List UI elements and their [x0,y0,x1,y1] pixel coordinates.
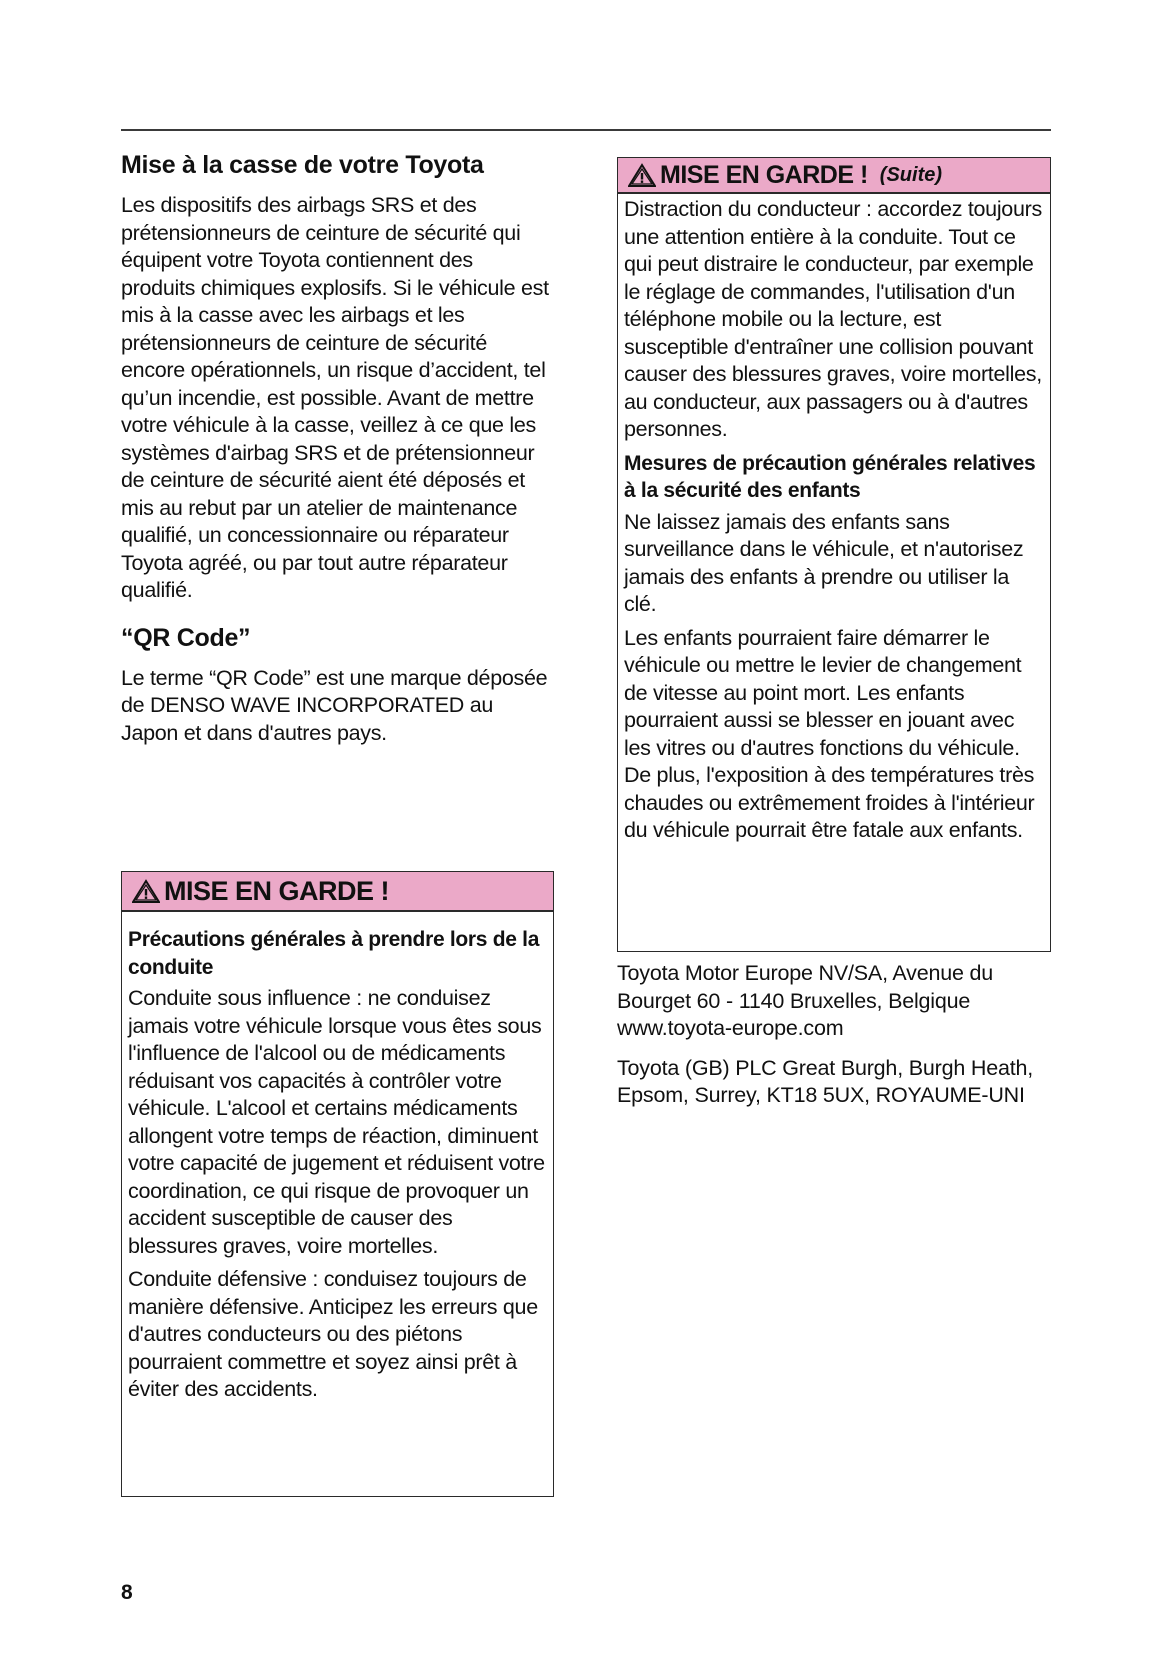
qr-text: Le terme “QR Code” est une marque déposée de DENSO WAVE INCORPORATED au Japon et dans d'autres pays. [121,665,548,745]
caution-cont-suffix: (Suite) [879,163,943,186]
caution-title: MISE EN GARDE ! [164,875,390,906]
qr-title: “QR Code” [121,623,251,652]
scrap-text: Les dispositifs des airbags SRS et des prétensionneurs de ceinture de sécurité qui équipent votre Toyota contiennent des produits chimiques explosifs. Si le véhicule est mis à la casse avec les airbags et les prétensionneurs de ceinture de sécurité encore opérationnels, un risque d’accident, tel qu’un incendie, est possible. Avant de mettre votre véhicule à la casse, veillez à ce que les systèmes d'airbag SRS et de prétensionneur de ceinture de sécurité aient été déposés et mis au rebut par un atelier de maintenance qualifié, un concessionnaire ou réparateur Toyota agréé, ou par tout autre réparateur qualifié. [121,193,549,602]
left-column [121,148,552,747]
address-europe: Toyota Motor Europe NV/SA, Avenue du Bourget 60 - 1140 Bruxelles, Belgique www.toyota-europe.com [617,961,994,1040]
addresses [617,960,1051,1110]
caution-cont-header [618,158,1050,194]
caution-cont-title: MISE EN GARDE ! [660,160,868,189]
page-number: 8 [121,1581,133,1604]
caution-cont-para-2: Ne laissez jamais des enfants sans surveillance dans le véhicule, et n'autorisez jamais des enfants à prendre ou utiliser la clé. [624,509,1024,616]
scrap-title: Mise à la casse de votre Toyota [121,151,484,179]
caution-box-continued [617,157,1051,952]
warning-triangle-icon [132,879,160,903]
caution-box [121,871,554,1497]
caution-cont-subtitle: Mesures de précaution générales relatives à la sécurité des enfants [624,451,1036,502]
caution-cont-body [618,194,1050,851]
caution-cont-para-3: Les enfants pourraient faire démarrer le véhicule ou mettre le levier de changement de vitesse au point mort. Les enfants pourraient aussi se blesser en jouant avec les vitres ou d'autres fonctions du véhicule. De plus, l'exposition à des températures très chaudes ou extrêmement froides à l'intérieur du véhicule pourrait être fatale aux enfants. [624,625,1035,842]
address-uk: Toyota (GB) PLC Great Burgh, Burgh Heath, Epsom, Surrey, KT18 5UX, ROYAUME-UNI [617,1055,1034,1107]
caution-cont-para-1: Distraction du conducteur : accordez toujours une attention entière à la conduite. Tout ce qui peut distraire le conducteur, par exemple le réglage de commandes, l'utilisation d'un téléphone mobile ou la lecture, est susceptible d'entraîner une collision pouvant causer des blessures graves, voire mortelles, au conducteur, aux passagers ou à d'autres personnes. [624,197,1042,441]
caution-para-1: Conduite sous influence : ne conduisez jamais votre véhicule lorsque vous êtes sous l'influence de l'alcool ou de médicaments réduisant vos capacités à contrôler votre véhicule. L'alcool et certains médicaments allongent votre temps de réaction, diminuent votre capacité de jugement et réduisent votre coordination, ce qui risque de provoquer un accident susceptible de causer des blessures graves, voire mortelles. [128,986,545,1258]
top-rule [121,129,1051,131]
caution-subtitle: Précautions générales à prendre lors de la conduite [128,928,540,979]
caution-header [122,872,553,912]
caution-body [122,912,553,1410]
caution-para-2: Conduite défensive : conduisez toujours de manière défensive. Anticipez les erreurs que d'autres conducteurs ou des piétons pourraient commettre et soyez ainsi prêt à éviter des accidents. [128,1267,538,1401]
warning-triangle-icon [628,163,656,187]
